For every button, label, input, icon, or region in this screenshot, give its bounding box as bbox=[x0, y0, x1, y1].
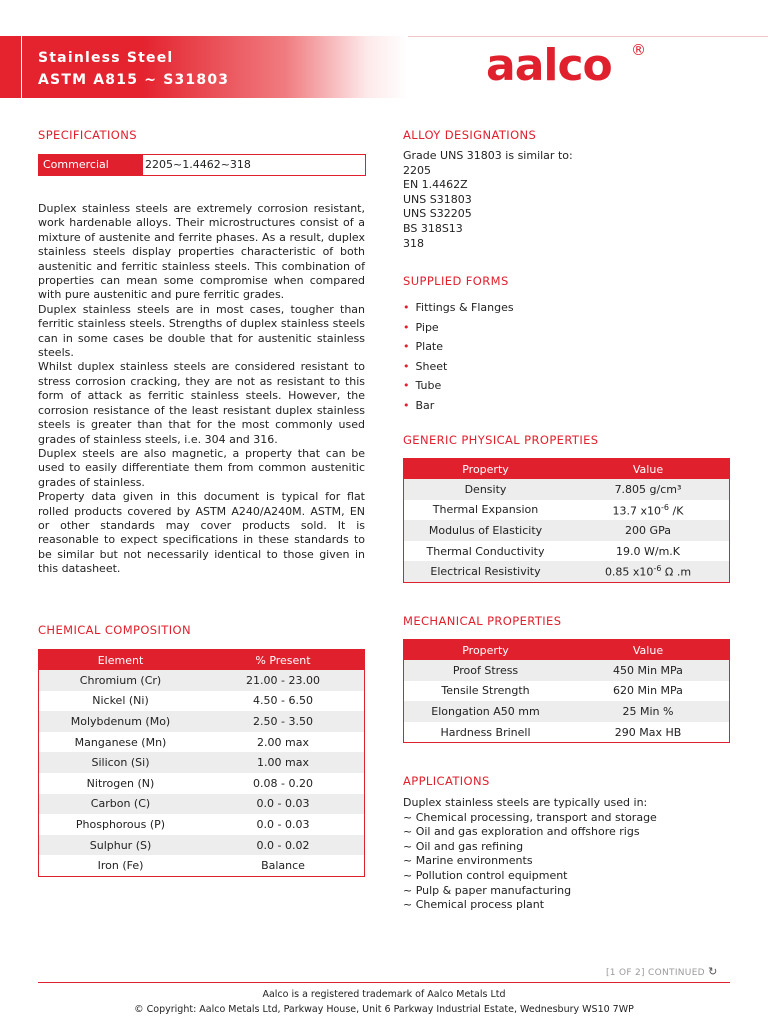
table-row bbox=[39, 835, 365, 856]
bullet-icon: • bbox=[403, 340, 410, 354]
alloy-line: BS 318S13 bbox=[403, 221, 463, 235]
list-item bbox=[403, 376, 514, 396]
mechanical-properties-table bbox=[403, 639, 730, 743]
applications-intro: Duplex stainless steels are typically used in: bbox=[403, 796, 648, 809]
column-header-property: Property bbox=[404, 640, 568, 661]
table-cell-value: 4.50 - 6.50 bbox=[253, 694, 313, 708]
registered-mark: ® bbox=[631, 41, 646, 59]
aalco-logo: aalco bbox=[486, 40, 612, 91]
alloy-line: Grade UNS 31803 is similar to: bbox=[403, 149, 573, 162]
table-cell-value: 1.00 max bbox=[202, 752, 365, 773]
header-band bbox=[0, 36, 408, 98]
table-cell-value: 13.7 $x10^{-6}$ /K bbox=[612, 502, 684, 518]
table-cell-value: 2.50 - 3.50 bbox=[202, 711, 365, 732]
table-row bbox=[404, 681, 730, 702]
table-cell-label: Sulphur (S) bbox=[39, 835, 203, 856]
table-row bbox=[404, 722, 730, 743]
table-cell-label: Molybdenum (Mo) bbox=[39, 711, 203, 732]
applications-heading: APPLICATIONS bbox=[403, 774, 490, 788]
bullet-icon: • bbox=[403, 320, 410, 334]
bullet-icon: • bbox=[403, 301, 410, 314]
table-row bbox=[39, 711, 365, 732]
alloy-designations-list bbox=[403, 149, 573, 251]
table-cell-label: Thermal Conductivity bbox=[426, 544, 545, 558]
table-row bbox=[39, 855, 365, 876]
table-row bbox=[404, 660, 730, 681]
table-cell-value: 0.08 - 0.20 bbox=[253, 776, 313, 790]
table-header-row bbox=[404, 640, 730, 661]
table-row bbox=[39, 732, 365, 753]
alloy-line: 2205 bbox=[403, 163, 431, 177]
applications-list bbox=[403, 796, 657, 913]
table-cell-value: 7.805 g/cm³ bbox=[567, 479, 730, 500]
table-header-row bbox=[39, 650, 365, 671]
table-cell-label: Manganese (Mn) bbox=[74, 735, 167, 749]
table-cell-label: Iron (Fe) bbox=[97, 859, 144, 873]
table-cell-value: 25 Min % bbox=[567, 701, 730, 722]
list-item: ~ Chemical process plant bbox=[403, 898, 545, 912]
copyright-notice: © Copyright: Aalco Metals Ltd, Parkway House, Unit 6 Parkway Industrial Estate, Wednesbury WS10 7WP bbox=[134, 1004, 634, 1015]
table-row bbox=[39, 773, 365, 794]
description-paragraph: Duplex stainless steels are in most cases, tougher than ferritic stainless steels. Strengths of duplex stainless steels can in some cases be double that for austenitic stainless steels. bbox=[38, 302, 365, 360]
column-header-value: Value bbox=[567, 640, 730, 661]
table-cell-label: Proof Stress bbox=[404, 660, 568, 681]
exponent: -6 bbox=[661, 502, 670, 512]
supplied-forms-list bbox=[403, 298, 514, 416]
supplied-forms-heading: SUPPLIED FORMS bbox=[403, 274, 509, 288]
list-item bbox=[403, 298, 514, 318]
table-cell-label: Tensile Strength bbox=[441, 684, 530, 698]
supplied-form-label: Tube bbox=[415, 379, 442, 393]
description-paragraph: Duplex stainless steels are extremely corrosion resistant, work hardenable alloys. Their microstructures consist of a mixture of austenite and ferrite phases. As a result, duplex stainless steels display properties characteristic of both austenitic and ferritic stainless steels. This combination of properties can mean some compromise when compared with pure austenitic and pure ferritic grades. bbox=[38, 202, 365, 302]
footer-rule bbox=[38, 982, 730, 983]
bullet-icon: • bbox=[403, 398, 410, 412]
table-cell-label: Thermal Expansion bbox=[432, 503, 539, 517]
list-item: ~ Marine environments bbox=[403, 854, 533, 868]
table-cell-label: Nitrogen (N) bbox=[86, 776, 155, 790]
supplied-form-label: Plate bbox=[415, 340, 444, 354]
alloy-line: UNS S31803 bbox=[403, 192, 472, 206]
return-arrow-icon: ↻ bbox=[708, 965, 718, 978]
description-paragraph: Property data given in this document is typical for flat rolled products covered by ASTM A240/A240M. ASTM, EN or other standards may cover products sold. It is reasonable to expect specifications in these standards to be similar but not necessarily identical to those given in this datasheet. bbox=[38, 490, 365, 576]
table-header-row bbox=[404, 459, 730, 480]
specifications-heading: SPECIFICATIONS bbox=[38, 128, 137, 142]
column-header-percent: % Present bbox=[202, 650, 365, 671]
table-cell-value: 0.0 - 0.02 bbox=[202, 835, 365, 856]
table-row bbox=[404, 701, 730, 722]
table-row bbox=[404, 479, 730, 500]
specification-key: Commercial bbox=[39, 155, 143, 175]
specification-value: 2205~1.4462~318 bbox=[145, 158, 251, 171]
table-cell-value: Balance bbox=[261, 859, 305, 873]
chemical-composition-heading: CHEMICAL COMPOSITION bbox=[38, 623, 191, 637]
list-item bbox=[403, 396, 514, 416]
table-cell-value: 0.0 - 0.03 bbox=[202, 794, 365, 815]
table-cell-label: Carbon (C) bbox=[39, 794, 203, 815]
chemical-composition-table bbox=[38, 649, 365, 877]
table-row bbox=[404, 520, 730, 541]
mechanical-properties-heading: MECHANICAL PROPERTIES bbox=[403, 614, 562, 628]
table-cell-value: 200 GPa bbox=[567, 520, 730, 541]
supplied-form-label: Pipe bbox=[415, 320, 439, 334]
table-row bbox=[39, 814, 365, 835]
column-header-value: Value bbox=[567, 459, 730, 480]
table-row bbox=[39, 691, 365, 712]
table-row bbox=[39, 670, 365, 691]
table-row bbox=[404, 541, 730, 562]
supplied-form-label: Fittings & Flanges bbox=[415, 301, 514, 314]
table-cell-value: 290 Max HB bbox=[614, 725, 682, 739]
table-cell-value: 0.0 - 0.03 bbox=[256, 817, 310, 831]
list-item: ~ Pulp & paper manufacturing bbox=[403, 883, 572, 897]
continued-link[interactable] bbox=[606, 965, 718, 978]
table-row bbox=[404, 500, 730, 521]
alloy-designations-heading: ALLOY DESIGNATIONS bbox=[403, 128, 537, 142]
table-row bbox=[404, 561, 730, 582]
description-text bbox=[38, 202, 365, 577]
table-cell-value: 19.0 W/m.K bbox=[616, 544, 680, 558]
physical-properties-table bbox=[403, 458, 730, 583]
alloy-line: EN 1.4462Z bbox=[403, 178, 468, 192]
table-cell-label: Density bbox=[404, 479, 568, 500]
alloy-line: UNS S32205 bbox=[403, 207, 472, 221]
header-accent-gap bbox=[21, 36, 22, 98]
table-cell-label: Elongation A50 mm bbox=[404, 701, 568, 722]
table-cell-label: Electrical Resistivity bbox=[404, 561, 568, 582]
document-subtitle: ASTM A815 ~ S31803 bbox=[38, 72, 230, 88]
table-cell-label: Silicon (Si) bbox=[39, 752, 203, 773]
table-cell-value: 2.00 max bbox=[257, 735, 309, 749]
supplied-form-label: Bar bbox=[415, 398, 435, 412]
alloy-line: 318 bbox=[403, 236, 424, 250]
continued-label: [1 OF 2] CONTINUED bbox=[606, 968, 705, 978]
description-paragraph: Whilst duplex stainless steels are considered resistant to stress corrosion cracking, they are not as resistant to this form of attack as ferritic stainless steels. However, the corrosion resistance of the least resistant duplex stainless steels is greater than that for the most commonly used grades of stainless steels, i.e. 304 and 316. bbox=[38, 360, 365, 446]
table-cell-label: Modulus of Elasticity bbox=[404, 520, 568, 541]
specification-row bbox=[38, 154, 366, 176]
list-item: ~ Chemical processing, transport and storage bbox=[403, 810, 657, 824]
bullet-icon: • bbox=[403, 359, 410, 373]
supplied-form-label: Sheet bbox=[415, 359, 448, 373]
column-header-element: Element bbox=[39, 650, 203, 671]
list-item bbox=[403, 357, 514, 377]
table-row bbox=[39, 794, 365, 815]
column-header-property: Property bbox=[404, 459, 568, 480]
list-item bbox=[403, 318, 514, 338]
bullet-icon: • bbox=[403, 379, 410, 393]
physical-properties-heading: GENERIC PHYSICAL PROPERTIES bbox=[403, 433, 599, 447]
table-cell-label: Nickel (Ni) bbox=[92, 694, 149, 708]
list-item: ~ Oil and gas refining bbox=[403, 839, 524, 853]
document-title: Stainless Steel bbox=[38, 50, 174, 66]
table-cell-label: Phosphorous (P) bbox=[75, 817, 166, 831]
table-row bbox=[39, 752, 365, 773]
table-cell-value: 21.00 - 23.00 bbox=[202, 670, 365, 691]
table-cell-label: Chromium (Cr) bbox=[39, 670, 203, 691]
header-rule bbox=[408, 36, 768, 37]
list-item: ~ Oil and gas exploration and offshore rigs bbox=[403, 825, 640, 839]
trademark-notice: Aalco is a registered trademark of Aalco Metals Ltd bbox=[262, 989, 506, 1000]
table-cell-label: Hardness Brinell bbox=[440, 725, 531, 739]
description-paragraph: Duplex steels are also magnetic, a property that can be used to easily differentiate them from common austenitic grades of stainless. bbox=[38, 446, 365, 489]
table-cell-value: 620 Min MPa bbox=[613, 684, 683, 698]
list-item: ~ Pollution control equipment bbox=[403, 868, 568, 882]
exponent: -6 bbox=[653, 564, 662, 574]
table-cell-value: 450 Min MPa bbox=[567, 660, 730, 681]
list-item bbox=[403, 337, 514, 357]
table-cell-value: 0.85 $x10^{-6}$ Ω .m bbox=[567, 561, 730, 582]
